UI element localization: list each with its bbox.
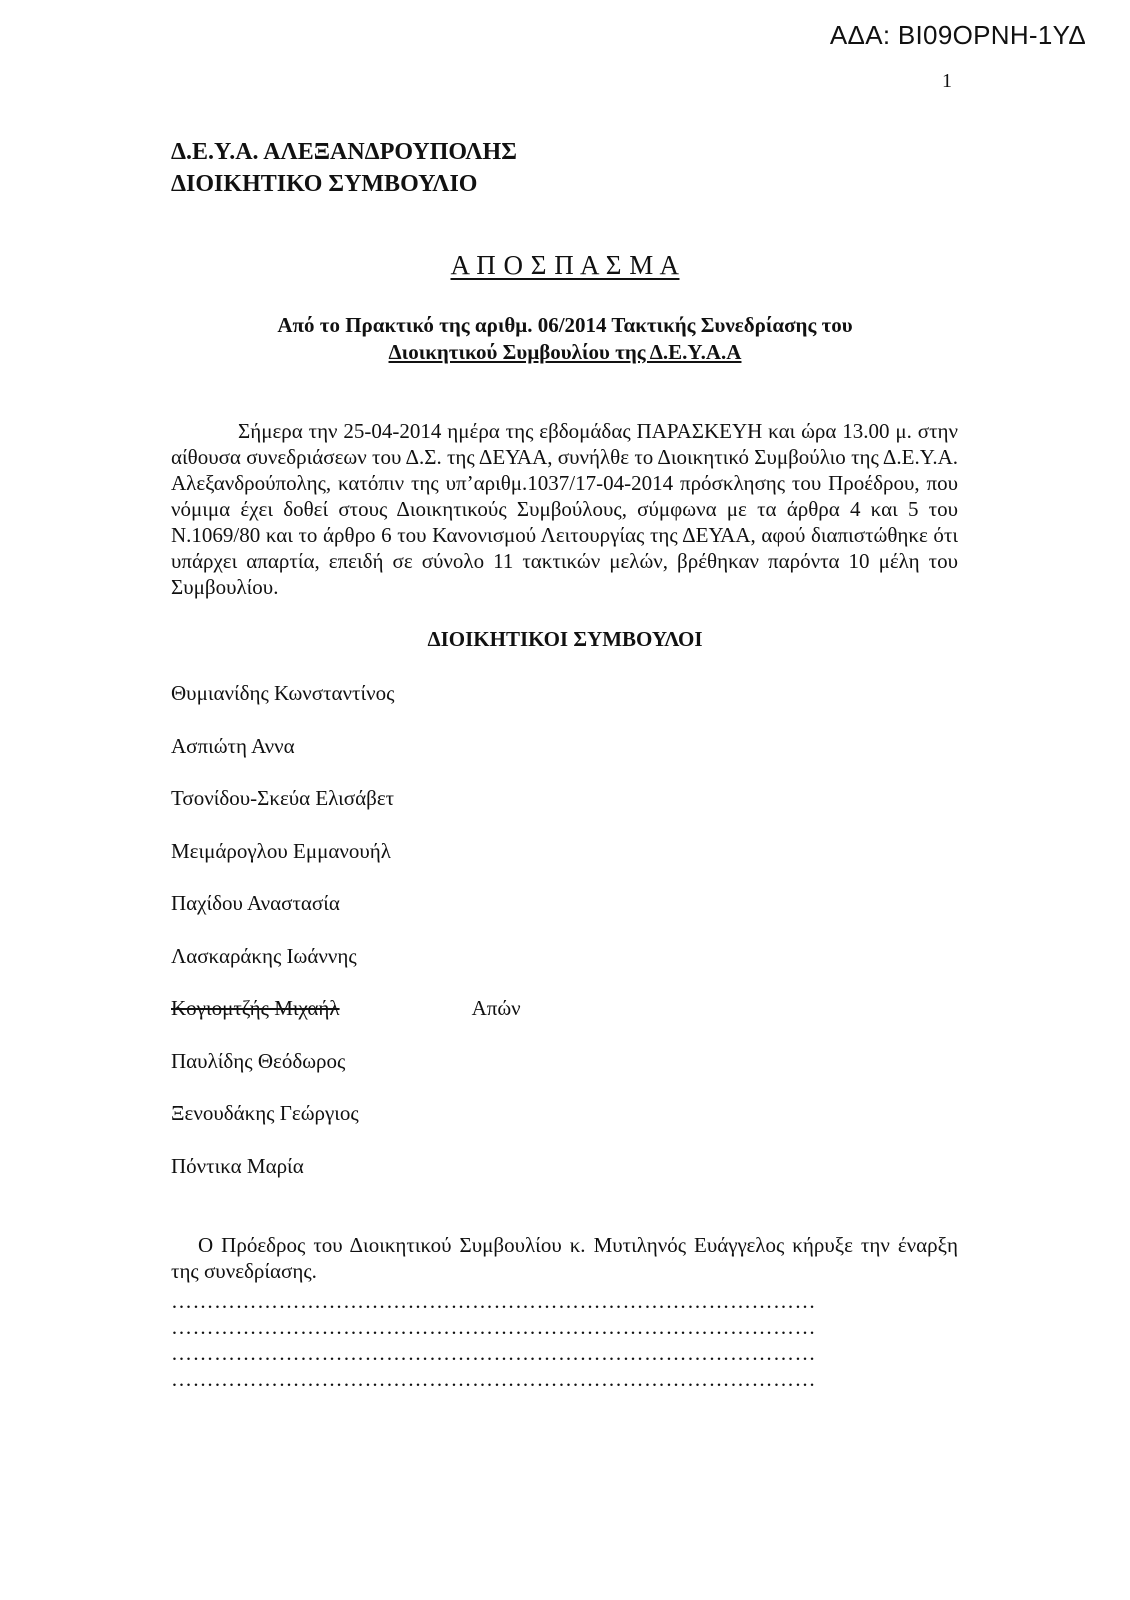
dotted-line: ………………………………………………………………………………: [171, 1367, 816, 1391]
dotted-line: ………………………………………………………………………………: [171, 1289, 816, 1313]
members-heading: ΔΙΟΙΚΗΤΙΚΟΙ ΣΥΜΒΟΥΛΟΙ: [427, 627, 703, 651]
dotted-lines: [171, 1288, 816, 1392]
organization-header: [171, 136, 517, 200]
document-title-text: Α Π Ο Σ Π Α Σ Μ Α: [450, 250, 680, 280]
page-number: 1: [942, 70, 952, 92]
ada-code: ΑΔΑ: ΒΙ09ΟΡΝΗ-1ΥΔ: [829, 20, 1086, 50]
member-item: Παυλίδης Θεόδωρος: [171, 1048, 346, 1073]
absent-status: Απών: [471, 996, 521, 1020]
absent-member-name: Κογιομτζής Μιχαήλ: [171, 996, 340, 1020]
closing-paragraph: Ο Πρόεδρος του Διοικητικού Συμβουλίου κ. Μυτιληνός Ευάγγελος κήρυξε την έναρξη της συνεδρίασης.: [171, 1233, 958, 1283]
member-item: Παχίδου Αναστασία: [171, 891, 340, 915]
member-item: Μειμάρογλου Εμμανουήλ: [171, 838, 391, 863]
member-item: Τσονίδου-Σκεύα Ελισάβετ: [171, 786, 395, 810]
intro-paragraph: Σήμερα την 25-04-2014 ημέρα της εβδομάδας ΠΑΡΑΣΚΕΥΗ και ώρα 13.00 μ. στην αίθουσα συνεδριάσεων του Δ.Σ. της ΔΕΥΑΑ, συνήλθε το Διοικητικό Συμβούλιο της Δ.Ε.Υ.Α. Αλεξανδρούπολης, κατόπιν της υπ’αριθμ.1037/17-04-2014 πρόσκλησης του Προέδρου, που νόμιμα έχει δοθεί στους Διοικητικούς Συμβούλους, σύμφωνα με τα άρθρα 4 και 5 του Ν.1069/80 και το άρθρο 6 του Κανονισμού Λειτουργίας της ΔΕΥΑΑ, αφού διαπιστώθηκε ότι υπάρχει απαρτία, επειδή σε σύνολο 11 τακτικών μελών, βρέθηκαν παρόντα 10 μέλη του Συμβουλίου.: [171, 419, 958, 599]
absent-member-item: [171, 995, 521, 1048]
document-subtitle: [0, 312, 1130, 366]
document-title: [0, 250, 1130, 281]
board-name: ΔΙΟΙΚΗΤΙΚΟ ΣΥΜΒΟΥΛΙΟ: [171, 171, 478, 197]
dotted-line: ………………………………………………………………………………: [171, 1315, 816, 1339]
subtitle-line-2: Διοικητικού Συμβουλίου της Δ.Ε.Υ.Α.Α: [388, 340, 742, 364]
member-item: Λασκαράκης Ιωάννης: [171, 943, 357, 968]
member-item: Ασπιώτη Αννα: [171, 733, 295, 758]
member-item: Θυμιανίδης Κωνσταντίνος: [171, 681, 395, 705]
organization-name: Δ.Ε.Υ.Α. ΑΛΕΞΑΝΔΡΟΥΠΟΛΗΣ: [171, 139, 517, 165]
subtitle-line-1: Από το Πρακτικό της αριθμ. 06/2014 Τακτικής Συνεδρίασης του: [277, 313, 853, 337]
member-item: Πόντικα Μαρία: [171, 1153, 304, 1178]
members-list: [171, 680, 521, 1205]
member-item: Ξενουδάκης Γεώργιος: [171, 1101, 359, 1125]
dotted-line: ………………………………………………………………………………: [171, 1341, 816, 1365]
